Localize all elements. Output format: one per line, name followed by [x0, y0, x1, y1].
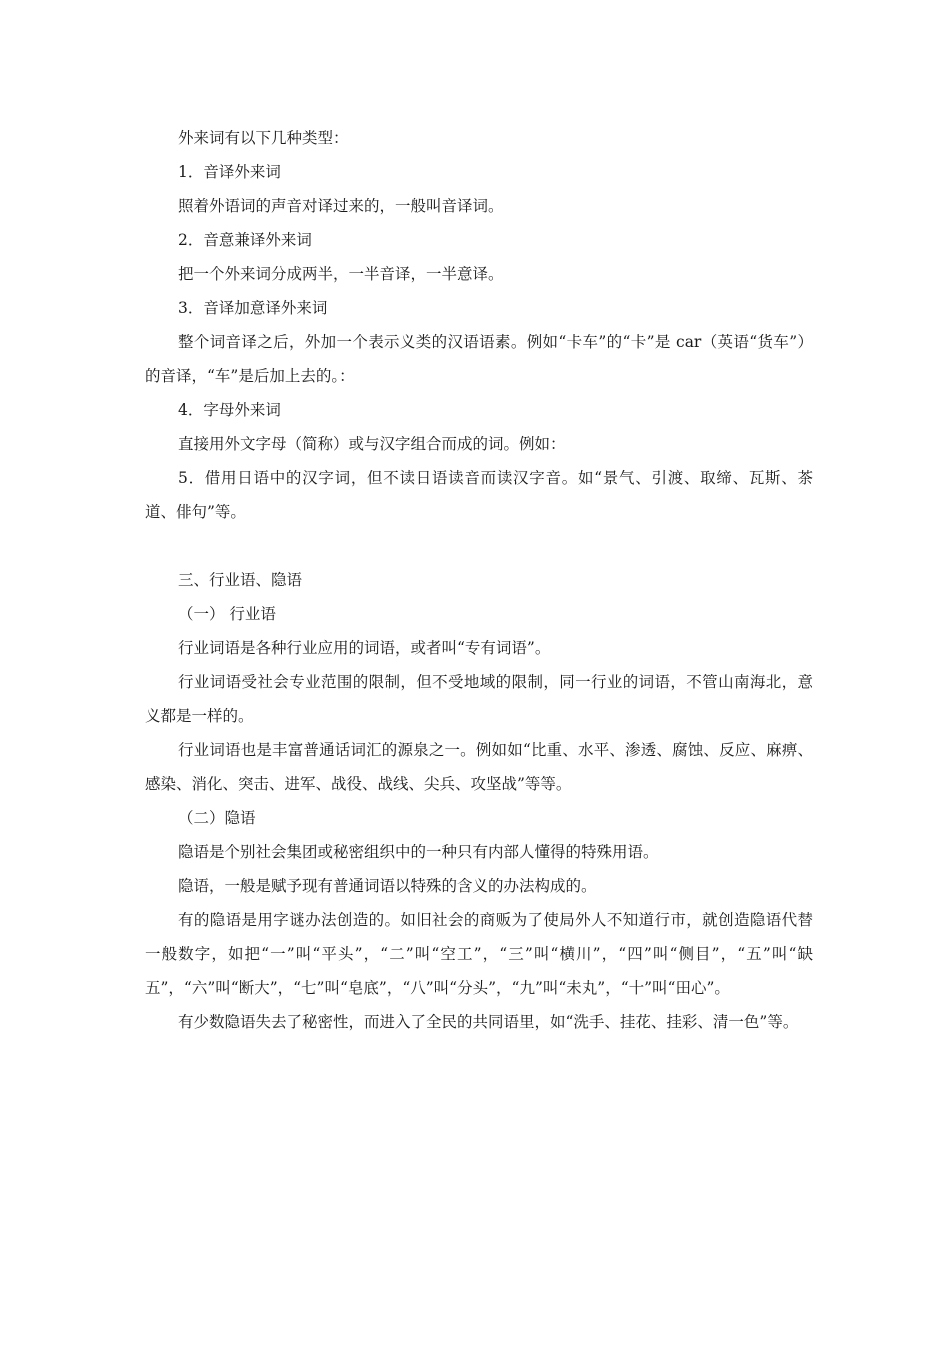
- subsection-1-paragraph: 行业词语也是丰富普通话词汇的源泉之一。例如如“比重、水平、渗透、腐蚀、反应、麻痹、感染、消化、突击、进军、战役、战线、尖兵、攻坚战”等等。: [145, 741, 813, 793]
- type-2-heading: 2．音意兼译外来词: [178, 231, 312, 249]
- type-5-paragraph: 5．借用日语中的汉字词，但不读日语读音而读汉字音。如“景气、引渡、取缔、瓦斯、茶道、俳句”等。: [145, 469, 813, 521]
- section-3-heading: 三、行业语、隐语: [178, 571, 303, 589]
- document-body: [145, 121, 813, 1039]
- type-3-description: 整个词音译之后，外加一个表示义类的汉语语素。例如“卡车”的“卡”是 car（英语“货车”）的音译，“车”是后加上去的。：: [145, 333, 813, 385]
- type-4-description: 直接用外文字母（简称）或与汉字组合而成的词。例如：: [178, 435, 566, 453]
- subsection-2-paragraph: 有的隐语是用字谜办法创造的。如旧社会的商贩为了使局外人不知道行市，就创造隐语代替一般数字，如把“一”叫“平头”，“二”叫“空工”，“三”叫“横川”，“四”叫“侧目”，“五”叫“缺五”，“六”叫“断大”，“七”叫“皂底”，“八”叫“分头”，“九”叫“未丸”，“十”叫“田心”。: [145, 911, 813, 997]
- subsection-2-paragraph: 隐语是个别社会集团或秘密组织中的一种只有内部人懂得的特殊用语。: [178, 843, 659, 861]
- type-1-description: 照着外语词的声音对译过来的，一般叫音译词。: [178, 197, 504, 215]
- type-3-heading: 3．音译加意译外来词: [178, 299, 328, 317]
- type-2-description: 把一个外来词分成两半，一半音译，一半意译。: [178, 265, 504, 283]
- subsection-1-paragraph: 行业词语是各种行业应用的词语，或者叫“专有词语”。: [178, 639, 551, 657]
- section-spacer: [145, 529, 813, 563]
- intro-paragraph: 外来词有以下几种类型：: [178, 129, 349, 147]
- type-4-heading: 4．字母外来词: [178, 401, 281, 419]
- subsection-2-heading: （二）隐语: [178, 809, 256, 827]
- type-1-heading: 1．音译外来词: [178, 163, 281, 181]
- subsection-1-paragraph: 行业词语受社会专业范围的限制，但不受地域的限制，同一行业的词语，不管山南海北，意义都是一样的。: [145, 673, 813, 725]
- subsection-2-paragraph: 有少数隐语失去了秘密性，而进入了全民的共同语里，如“洗手、挂花、挂彩、清一色”等。: [178, 1013, 799, 1031]
- subsection-2-paragraph: 隐语，一般是赋予现有普通词语以特殊的含义的办法构成的。: [178, 877, 597, 895]
- subsection-1-heading: （一） 行业语: [178, 605, 276, 623]
